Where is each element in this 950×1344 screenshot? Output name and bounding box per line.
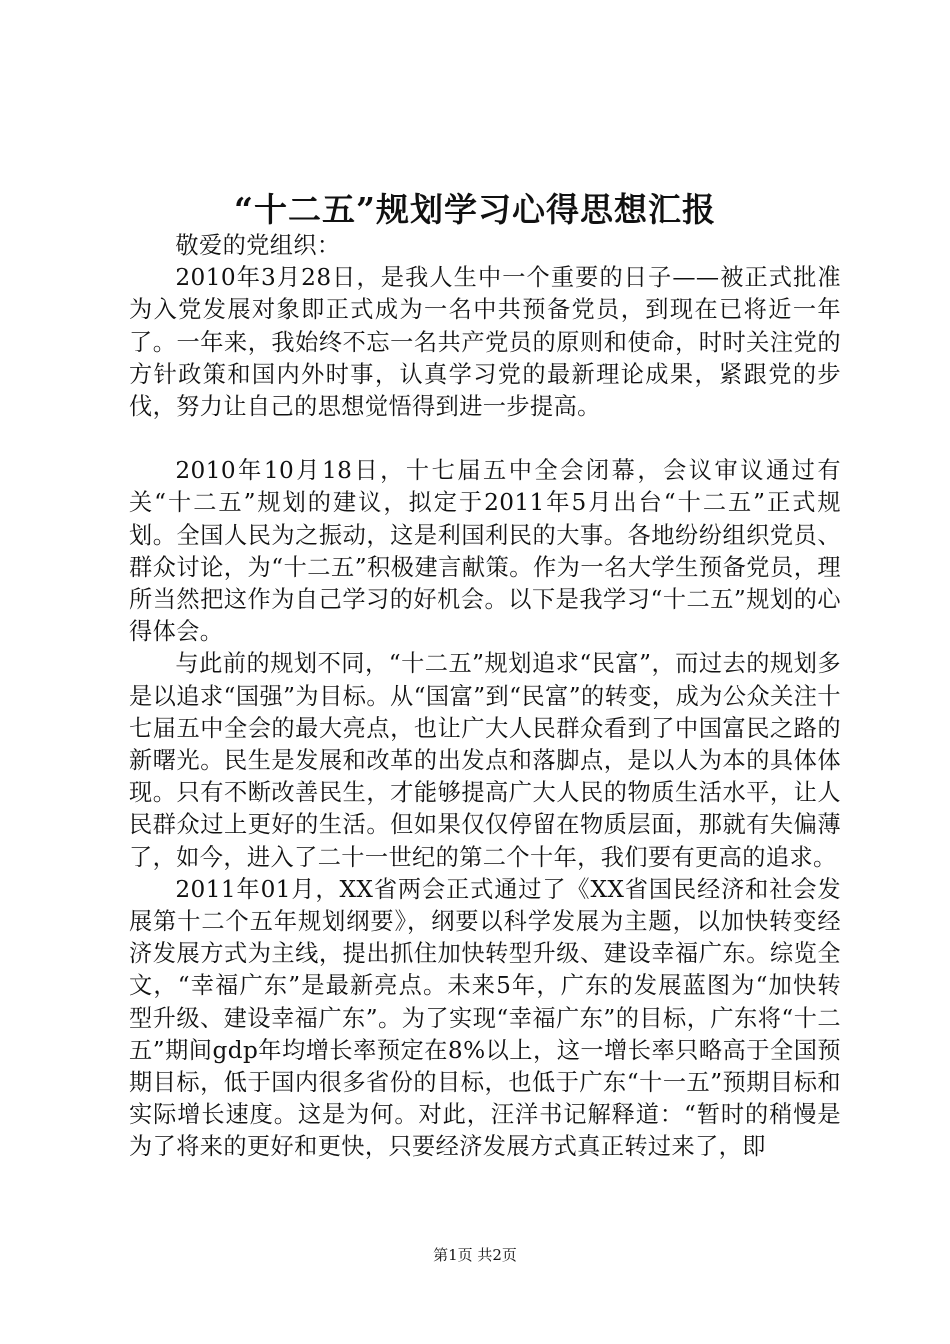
page-footer: 第1页 共2页 [433,1246,517,1264]
document-title: “十二五”规划学习心得思想汇报 [234,190,716,229]
paragraph-4: 2011年01月，XX省两会正式通过了《XX省国民经济和社会发展第十二个五年规划纲要》，纲要以科学发展为主题，以加快转变经济发展方式为主线，提出抓住加快转型升级、建设幸福广东。综览全文，“幸福广东”是最新亮点。未来5年，广东的发展蓝图为“加快转型升级、建设幸福广东”。为了实现“幸福广东”的目标，广东将“十二五”期间gdp年均增长率预定在8%以上，这一增长率只略高于全国预期目标，低于国内很多省份的目标，也低于广东“十一五”预期目标和实际增长速度。这是为何。对此，汪洋书记解释道：“暂时的稍慢是为了将来的更好和更快，只要经济发展方式真正转过来了，即 [129,875,841,1161]
paragraph-3: 与此前的规划不同，“十二五”规划追求“民富”，而过去的规划多是以追求“国强”为目标。从“国富”到“民富”的转变，成为公众关注十七届五中全会的最大亮点，也让广大人民群众看到了中国富民之路的新曙光。民生是发展和改革的出发点和落脚点，是以人为本的具体体现。只有不断改善民生，才能够提高广大人民的物质生活水平，让人民群众过上更好的生活。但如果仅仅停留在物质层面，那就有失偏薄了，如今，进入了二十一世纪的第二个十年，我们要有更高的追求。 [129,650,841,871]
document-body [129,230,841,1164]
paragraph-1: 2010年3月28日，是我人生中一个重要的日子——被正式批准为入党发展对象即正式成为一名中共预备党员，到现在已将近一年了。一年来，我始终不忘一名共产党员的原则和使命，时时关注党的方针政策和国内外时事，认真学习党的最新理论成果，紧跟党的步伐，努力让自己的思想觉悟得到进一步提高。 [129,264,841,421]
salutation: 敬爱的党组织： [175,232,341,259]
paragraph-2: 2010年10月18日，十七届五中全会闭幕，会议审议通过有关“十二五”规划的建议，拟定于2011年5月出台“十二五”正式规划。全国人民为之振动，这是利国利民的大事。各地纷纷组织党员、群众讨论，为“十二五”积极建言献策。作为一名大学生预备党员，理所当然把这作为自己学习的好机会。以下是我学习“十二五”规划的心得体会。 [129,457,841,646]
